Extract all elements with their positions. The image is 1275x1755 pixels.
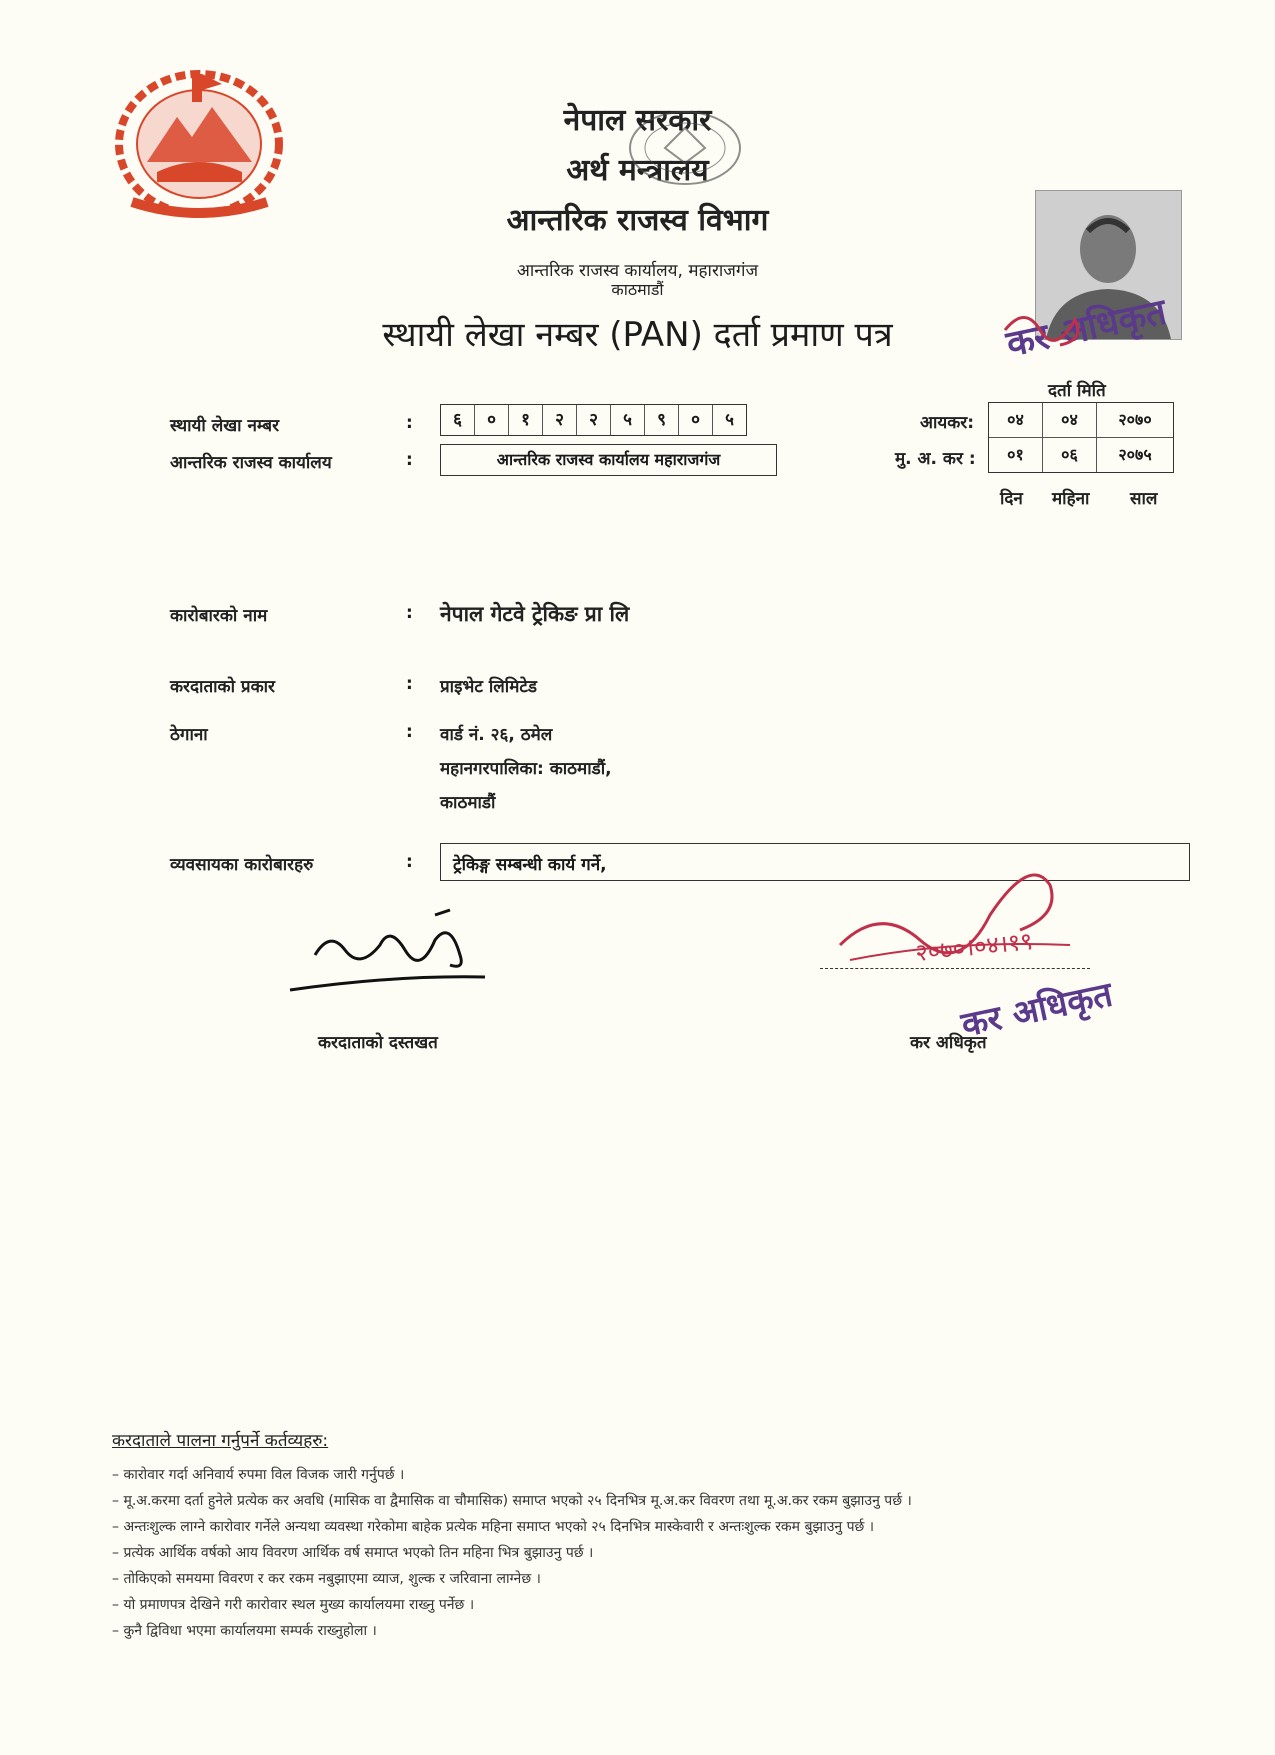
pan-digit: २ xyxy=(543,405,577,435)
header-government: नेपाल सरकार xyxy=(563,103,712,138)
office-colon: : xyxy=(406,450,413,470)
date-day: ०१ xyxy=(989,438,1043,472)
list-item: – यो प्रमाणपत्र देखिने गरी कारोवार स्थल मुख्य कार्यालयमा राख्नु पर्नेछ । xyxy=(112,1592,912,1618)
officer-date: २०७०।०४।१९ xyxy=(913,926,1035,968)
list-item: – कारोवार गर्दा अनिवार्य रुपमा विल विजक जारी गर्नुपर्छ । xyxy=(112,1462,912,1488)
col-day: दिन xyxy=(1000,489,1023,509)
pan-digit: ० xyxy=(475,405,509,435)
page-title: स्थायी लेखा नम्बर (PAN) दर्ता प्रमाण पत्र xyxy=(382,315,893,355)
address-colon: : xyxy=(406,722,413,742)
officer-stamp-bottom: कर अधिकृत xyxy=(957,974,1116,1046)
date-year: २०७५ xyxy=(1118,445,1152,464)
list-item: – कुनै द्विविधा भएमा कार्यालयमा सम्पर्क राख्नुहोला । xyxy=(112,1618,912,1644)
address-label: ठेगाना xyxy=(170,725,208,745)
duties-list xyxy=(112,1462,912,1644)
income-tax-date-row xyxy=(989,403,1173,437)
activities-colon: : xyxy=(406,852,413,872)
pan-digit: ० xyxy=(679,405,713,435)
stamp-office-name: आन्तरिक राजस्व कार्यालय, महाराजगंज xyxy=(516,261,759,281)
officer-signature-line xyxy=(820,968,1090,969)
pan-digit: २ xyxy=(577,405,611,435)
business-name: नेपाल गेटवे ट्रेकिङ प्रा लि xyxy=(440,602,630,626)
list-item: – अन्तःशुल्क लाग्ने कारोवार गर्नेले अन्यथा व्यवस्था गरेकोमा बाहेक प्रत्येक महिना समाप्त भएको २५ दिनभित्र मास्केवारी र अन्तःशुल्क रकम बुझाउनु पर्छ । xyxy=(112,1514,912,1540)
photo-signature-icon xyxy=(1000,300,1100,360)
pan-digit: ५ xyxy=(611,405,645,435)
list-item: – प्रत्येक आर्थिक वर्षको आय विवरण आर्थिक वर्ष समाप्त भएको तिन महिना भित्र बुझाउनु पर्छ । xyxy=(112,1540,912,1566)
vat-label: मु. अ. कर : xyxy=(895,449,976,469)
col-year: साल xyxy=(1130,489,1158,509)
pan-digit: ६ xyxy=(441,405,475,435)
registration-date-table xyxy=(988,402,1174,473)
address-line3: काठमाडौं xyxy=(440,793,496,813)
taxpayer-type-colon: : xyxy=(406,674,413,694)
header-department: आन्तरिक राजस्व विभाग xyxy=(506,203,769,238)
income-tax-label: आयकर: xyxy=(920,413,975,433)
pan-digit: ५ xyxy=(725,410,734,430)
taxpayer-signature-icon xyxy=(285,905,505,1005)
officer-signature-label: कर अधिकृत xyxy=(910,1033,987,1053)
address-line1: वार्ड नं. २६, ठमेल xyxy=(440,725,553,745)
business-name-colon: : xyxy=(406,603,413,623)
pan-label: स्थायी लेखा नम्बर xyxy=(170,416,280,436)
pan-digit: ९ xyxy=(645,405,679,435)
list-item: – मू.अ.करमा दर्ता हुनेले प्रत्येक कर अवधि (मासिक वा द्वैमासिक वा चौमासिक) समाप्त भएको २५ दिनभित्र मू.अ.कर विवरण तथा मू.अ.कर रकम बुझाउनु पर्छ । xyxy=(112,1488,912,1514)
vat-date-row xyxy=(989,437,1173,472)
taxpayer-signature-label: करदाताको दस्तखत xyxy=(318,1033,438,1053)
stamp-city: काठमाडौं xyxy=(611,280,664,299)
address-line2: महानगरपालिका: काठमाडौं, xyxy=(440,759,612,779)
col-month: महिना xyxy=(1052,489,1090,509)
date-month: ०४ xyxy=(1043,403,1097,437)
header-ministry: अर्थ मन्त्रालय xyxy=(566,153,709,188)
date-year: २०७० xyxy=(1118,410,1152,429)
office-label: आन्तरिक राजस्व कार्यालय xyxy=(170,453,332,473)
date-day: ०४ xyxy=(989,403,1043,437)
date-month: ०६ xyxy=(1043,438,1097,472)
duties-title: करदाताले पालना गर्नुपर्ने कर्तव्यहरु: xyxy=(112,1431,329,1451)
taxpayer-type-label: करदाताको प्रकार xyxy=(170,677,275,697)
pan-number xyxy=(440,404,747,436)
taxpayer-type: प्राइभेट लिमिटेड xyxy=(440,677,538,697)
business-name-label: कारोबारको नाम xyxy=(170,606,268,626)
pan-digit: १ xyxy=(509,405,543,435)
activities-label: व्यवसायका कारोबारहरु xyxy=(170,855,314,875)
office-stamp-icon xyxy=(605,108,765,218)
registration-date-header: दर्ता मिति xyxy=(1048,381,1106,401)
office-value: आन्तरिक राजस्व कार्यालय महाराजगंज xyxy=(440,444,777,476)
pan-colon: : xyxy=(406,413,413,433)
list-item: – तोकिएको समयमा विवरण र कर रकम नबुझाएमा व्याज, शुल्क र जरिवाना लाग्नेछ । xyxy=(112,1566,912,1592)
activities-value: ट्रेकिङ्ग सम्बन्धी कार्य गर्ने, xyxy=(453,855,607,875)
officer-stamp-top: कर अधिकृत xyxy=(1002,291,1170,366)
